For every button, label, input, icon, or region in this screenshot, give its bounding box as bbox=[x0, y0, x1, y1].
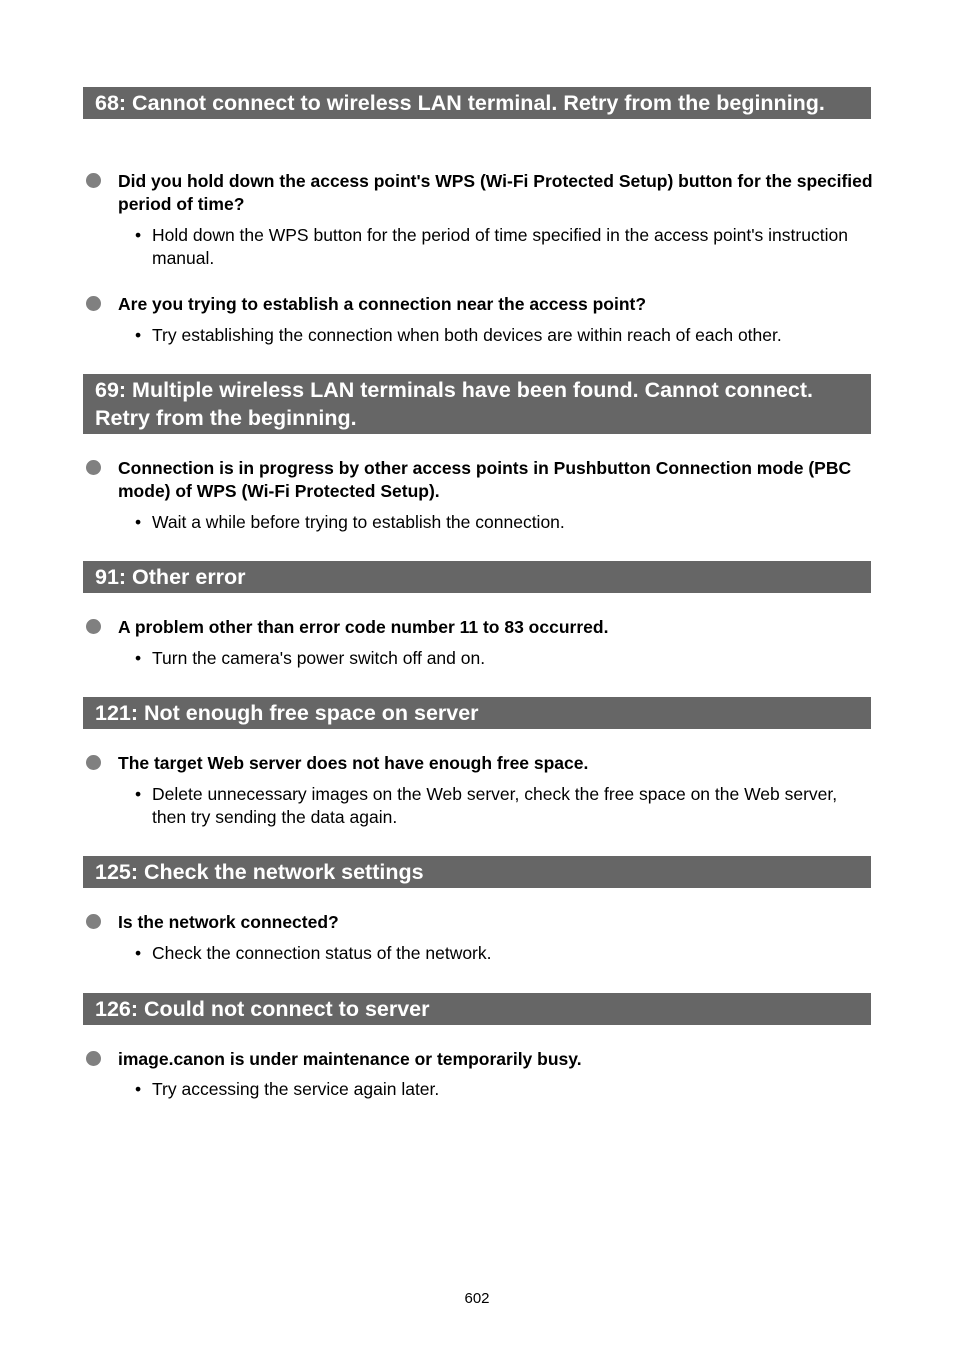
question-text: The target Web server does not have enough free space. bbox=[118, 753, 589, 773]
question-text: Did you hold down the access point's WPS (Wi-Fi Protected Setup) button for the specified period of time? bbox=[118, 171, 873, 214]
question-text: Connection is in progress by other access points in Pushbutton Connection mode (PBC mode) of WPS (Wi-Fi Protected Setup). bbox=[118, 458, 852, 501]
section-header-69: 69: Multiple wireless LAN terminals have been found. Cannot connect. Retry from the beginning. bbox=[83, 374, 871, 434]
bullet-circle-icon bbox=[86, 1051, 101, 1066]
question-text: A problem other than error code number 11 to 83 occurred. bbox=[118, 617, 609, 637]
bullet-dot-icon: • bbox=[135, 943, 142, 963]
section-header-68: 68: Cannot connect to wireless LAN terminal. Retry from the beginning. bbox=[83, 87, 871, 119]
section-header-125: 125: Check the network settings bbox=[83, 856, 871, 888]
answer-item bbox=[135, 783, 865, 829]
answer-text: Hold down the WPS button for the period of time specified in the access point's instruction manual. bbox=[152, 225, 848, 268]
question-item bbox=[83, 293, 873, 316]
answer-item bbox=[135, 942, 865, 965]
bullet-circle-icon bbox=[86, 914, 101, 929]
bullet-circle-icon bbox=[86, 755, 101, 770]
answer-text: Wait a while before trying to establish the connection. bbox=[152, 512, 565, 532]
answer-item bbox=[135, 511, 865, 534]
answer-text: Try accessing the service again later. bbox=[152, 1079, 440, 1099]
answer-text: Turn the camera's power switch off and on. bbox=[152, 648, 486, 668]
question-text: image.canon is under maintenance or temporarily busy. bbox=[118, 1049, 582, 1069]
question-item bbox=[83, 752, 873, 775]
bullet-circle-icon bbox=[86, 173, 101, 188]
answer-item bbox=[135, 324, 865, 347]
question-item bbox=[83, 1048, 873, 1071]
bullet-circle-icon bbox=[86, 619, 101, 634]
question-text: Are you trying to establish a connection near the access point? bbox=[118, 294, 647, 314]
section-header-121: 121: Not enough free space on server bbox=[83, 697, 871, 729]
bullet-dot-icon: • bbox=[135, 784, 142, 804]
answer-text: Try establishing the connection when both devices are within reach of each other. bbox=[152, 325, 782, 345]
question-item bbox=[83, 616, 873, 639]
bullet-circle-icon bbox=[86, 460, 101, 475]
bullet-dot-icon: • bbox=[135, 225, 142, 245]
answer-text: Delete unnecessary images on the Web server, check the free space on the Web server, then try sending the data again. bbox=[152, 784, 838, 827]
answer-item bbox=[135, 224, 865, 270]
bullet-circle-icon bbox=[86, 296, 101, 311]
answer-text: Check the connection status of the network. bbox=[152, 943, 492, 963]
page-number: 602 bbox=[464, 1290, 490, 1307]
answer-item bbox=[135, 647, 865, 670]
bullet-dot-icon: • bbox=[135, 648, 142, 668]
question-text: Is the network connected? bbox=[118, 912, 339, 932]
bullet-dot-icon: • bbox=[135, 512, 142, 532]
question-item bbox=[83, 170, 873, 216]
question-item bbox=[83, 457, 873, 503]
section-header-91: 91: Other error bbox=[83, 561, 871, 593]
bullet-dot-icon: • bbox=[135, 325, 142, 345]
bullet-dot-icon: • bbox=[135, 1079, 142, 1099]
section-header-126: 126: Could not connect to server bbox=[83, 993, 871, 1025]
answer-item bbox=[135, 1078, 865, 1101]
question-item bbox=[83, 911, 873, 934]
